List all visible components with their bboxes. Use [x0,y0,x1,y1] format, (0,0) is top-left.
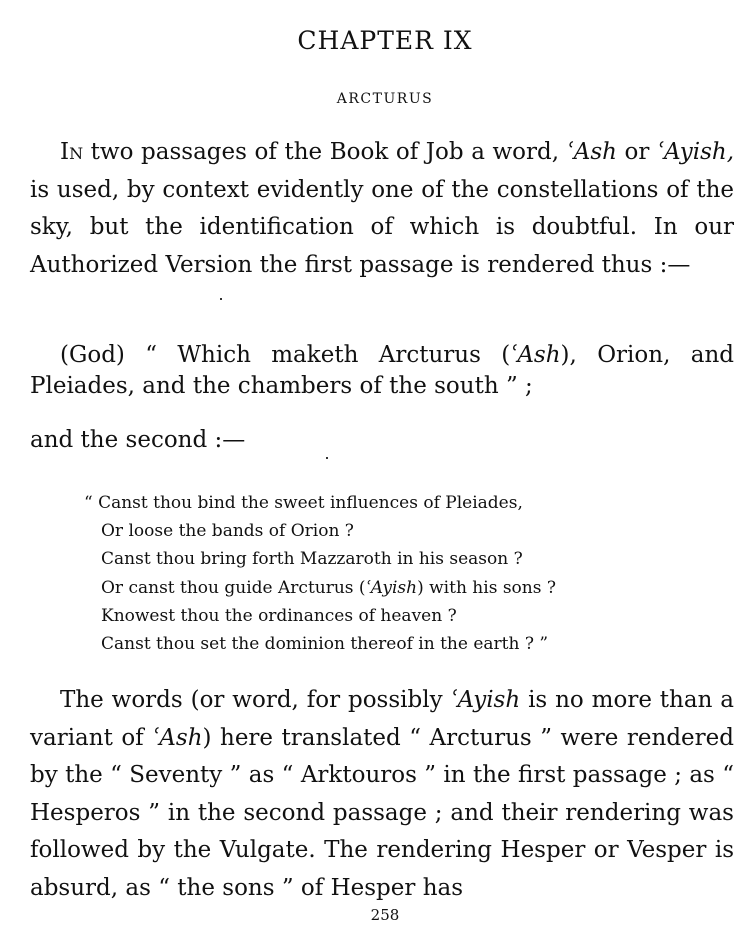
poem-line [84,574,556,602]
text-run: ) with his sons ? [417,577,556,598]
text-run: Or canst thou guide Arcturus ( [101,577,366,598]
text-run: The words (or word, for possibly [60,687,451,713]
text-run: or [616,139,657,165]
paragraph-second: and the second :— [30,427,246,453]
paragraph-intro [30,134,734,284]
poem-line: Knowest thou the ordinances of heaven ? [101,605,457,626]
italic-term: ʿAyish [450,687,521,713]
italic-term: ʿAsh [510,342,561,368]
text-run: is no more than a variant of [30,687,734,751]
poem-line: Canst thou bring forth Mazzaroth in his season ? [101,549,523,570]
italic-term: ʿAsh [566,139,617,165]
paragraph-discussion [30,682,734,907]
poem-line: “ Canst thou bind the sweet influences of Pleiades, [84,493,523,513]
poem-line: Or loose the bands of Orion ? [101,521,354,542]
paragraph-quote-god [30,340,734,402]
drop-cap: In [60,139,84,165]
text-run: two passages of the Book of Job a word, [83,139,567,165]
italic-term: ʿAyish, [656,139,735,165]
poem-quotation [84,489,556,658]
page-number: 258 [370,906,400,924]
text-run: ), Orion, and Pleiades, and the chambers of the south ” ; [30,342,734,399]
chapter-title: CHAPTER IX [297,26,473,55]
chapter-subtitle: ARCTURUS [336,91,434,107]
text-run: ) here translated “ Arcturus ” were rendered by the “ Seventy ” as “ Arktouros ” in the first passage ; as “ Hesperos ” in the second passage ; and their rendering was followed by the Vulgate. The rendering Hesper or Vesper is absurd, as “ the sons ” of Hesper has [30,724,734,901]
italic-term: ʿAsh [152,724,203,751]
scan-speck [326,457,328,459]
text-run: is used, by context evidently one of the constellations of the sky, but the identification of which is doubtful. In our Authorized Version the first passage is rendered thus :— [30,176,734,278]
text-run: (God) “ Which maketh Arcturus ( [60,342,511,368]
italic-term: ʿAyish [365,577,418,598]
scan-speck [220,298,222,300]
poem-line: Canst thou set the dominion thereof in the earth ? ” [101,634,549,655]
